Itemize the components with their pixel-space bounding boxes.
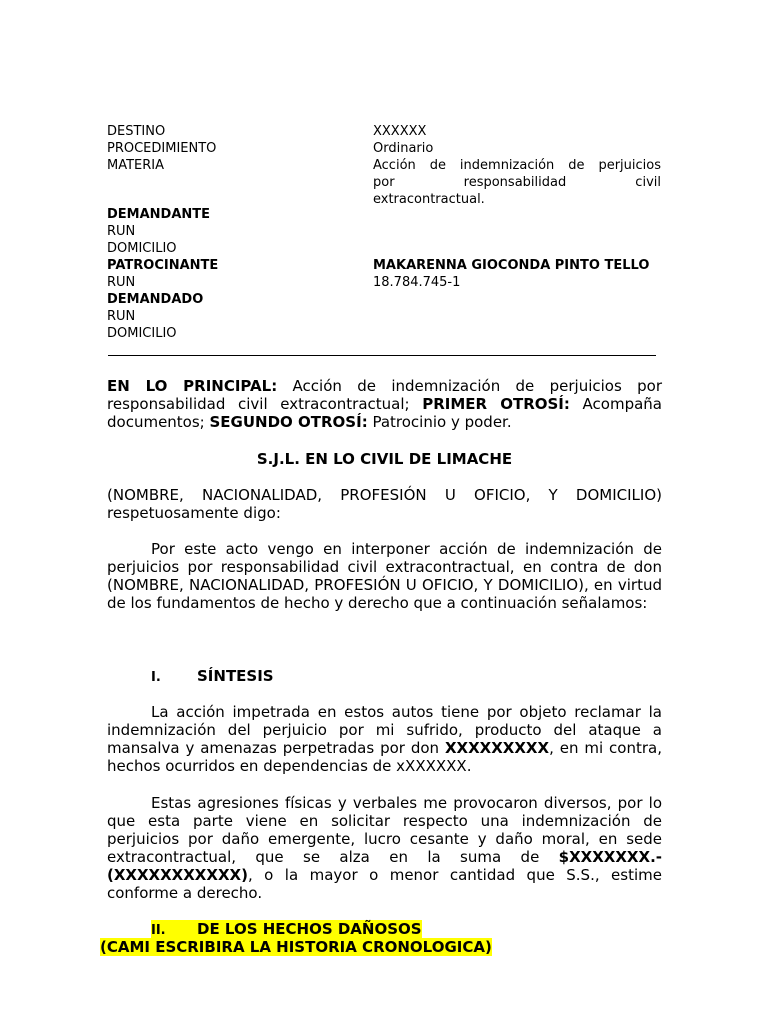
section-2-note: (CAMI ESCRIBIRA LA HISTORIA CRONOLOGICA) [100, 938, 492, 956]
section-2-heading [151, 920, 422, 940]
demandante-domicilio: DOMICILIO [107, 241, 177, 256]
summary-paragraph [107, 377, 662, 431]
section-1-title: SÍNTESIS [197, 667, 274, 685]
intro-paragraph [107, 486, 662, 522]
header-left-labels [107, 123, 327, 174]
section-2-title: DE LOS HECHOS DAÑOSOS [197, 920, 422, 938]
section-2-number: II. [151, 923, 166, 938]
principal-label: EN LO PRINCIPAL: [107, 377, 278, 395]
intro-line2: respetuosamente digo: [107, 504, 281, 522]
patrocinante-label: PATROCINANTE [107, 258, 219, 273]
segundo-otrosi-text: Patrocinio y poder. [367, 413, 512, 431]
section-2-highlight [151, 920, 422, 938]
demandante-label: DEMANDANTE [107, 207, 211, 222]
demandante-run: RUN [107, 224, 136, 239]
patrocinante-values [373, 257, 703, 291]
procedimiento-label: PROCEDIMIENTO [107, 141, 217, 156]
section-1-number: I. [151, 670, 161, 685]
section-2-note-block [100, 938, 492, 956]
para3-text-a: Estas agresiones físicas y verbales me provocaron diversos, por lo que esta parte viene en solicitar respecto una indemnización de perjuicios por daño emergente, lucro cesante y daño moral, en sede extracontractual, que se alza en la suma de [107, 794, 662, 866]
court-title: S.J.L. EN LO CIVIL DE LIMACHE [256, 450, 513, 468]
materia-label: MATERIA [107, 158, 165, 173]
procedimiento-value: Ordinario [373, 141, 434, 156]
destino-value: XXXXXX [373, 124, 427, 139]
materia-value-line2: por responsabilidad civil [373, 175, 661, 190]
primer-otrosi-label: PRIMER OTROSÍ: [422, 395, 570, 413]
materia-value-line3: extracontractual. [373, 192, 485, 207]
segundo-otrosi-label: SEGUNDO OTROSÍ: [209, 413, 368, 431]
parties-labels [107, 206, 347, 342]
demandado-run: RUN [107, 309, 136, 324]
primer-otrosi-text: Acompaña documentos; [107, 395, 662, 431]
header-divider [108, 355, 656, 356]
patrocinante-run-value: 18.784.745-1 [373, 275, 461, 290]
section-2-note-highlight [100, 938, 492, 956]
para2-text-a: La acción impetrada en estos autos tiene por objeto reclamar la indemnización del perjuicio por mi sufrido, producto del ataque a mansalva y amenazas perpetradas por don [107, 703, 662, 757]
destino-label: DESTINO [107, 124, 166, 139]
para2-text-b: , en mi contra, hechos ocurridos en dependencias de xXXXXXX. [107, 739, 662, 775]
para3-amount: $XXXXXXX.- (XXXXXXXXXXX) [107, 848, 662, 884]
principal-text: Acción de indemnización de perjuicios por responsabilidad civil extracontractual; [107, 377, 662, 413]
para3-text-b: , o la mayor o menor cantidad que S.S., estime conforme a derecho. [107, 866, 662, 902]
demandado-domicilio: DOMICILIO [107, 326, 177, 341]
patrocinante-run-label: RUN [107, 275, 136, 290]
section-1-heading [151, 667, 551, 687]
body-paragraph-3 [107, 794, 662, 902]
patrocinante-name: MAKARENNA GIOCONDA PINTO TELLO [373, 258, 650, 273]
demandado-label: DEMANDADO [107, 292, 204, 307]
body-paragraph-1: Por este acto vengo en interponer acción de indemnización de perjuicios por responsabilidad civil extracontractual, en contra de don (NOMBRE, NACIONALIDAD, PROFESIÓN U OFICIO, Y DOMICILIO), en virtud de los fundamentos de hecho y derecho que a continuación señalamos: [107, 540, 662, 612]
court-heading [107, 450, 662, 468]
para2-name: XXXXXXXXX [444, 739, 550, 757]
intro-line1: (NOMBRE, NACIONALIDAD, PROFESIÓN U OFICIO, Y DOMICILIO) [107, 486, 662, 504]
materia-value-line1: Acción de indemnización de perjuicios [373, 158, 661, 173]
header-right-values [373, 123, 661, 208]
body-paragraph-2 [107, 703, 662, 775]
